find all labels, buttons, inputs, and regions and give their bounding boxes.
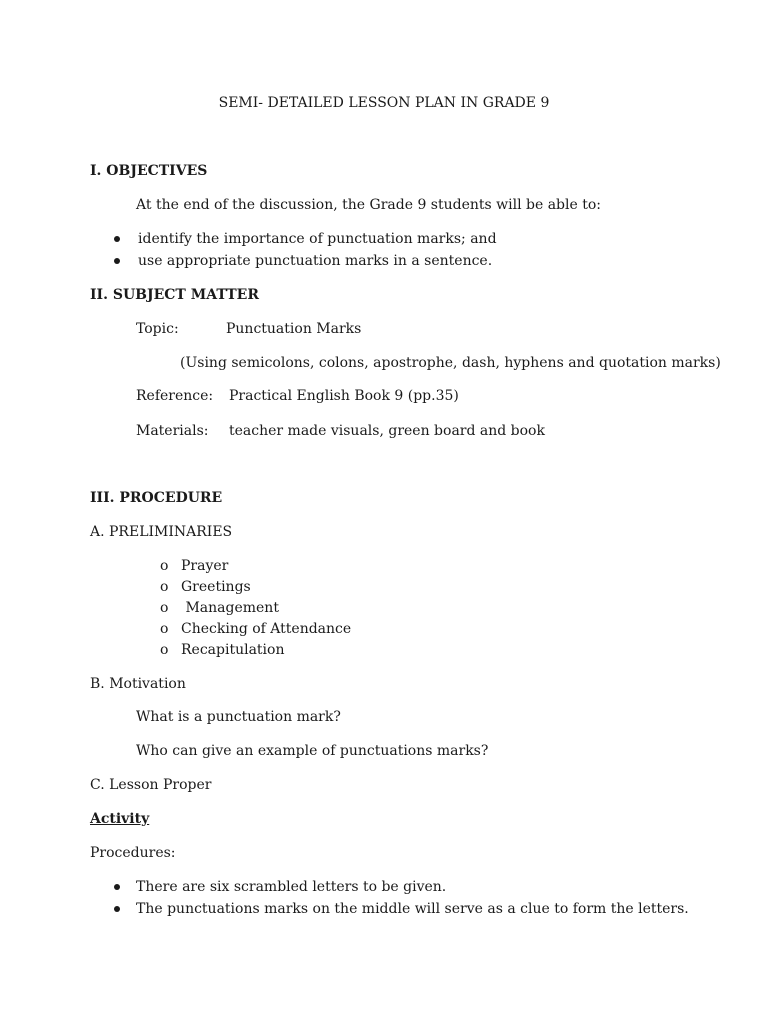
preliminary-item: Recapitulation [181, 642, 285, 658]
preliminary-item: Prayer [181, 558, 229, 574]
activity-heading: Activity [90, 811, 150, 827]
objectives-intro: At the end of the discussion, the Grade 9 students will be able to: [136, 197, 602, 213]
motivation-question: Who can give an example of punctuations marks? [136, 743, 489, 759]
procedures-label: Procedures: [90, 845, 176, 861]
bullet-icon [114, 884, 120, 890]
topic-note: (Using semicolons, colons, apostrophe, dash, hyphens and quotation marks) [180, 355, 721, 371]
bullet-icon [114, 236, 120, 242]
circle-bullet-icon: o [160, 621, 169, 637]
reference-label: Reference: [136, 388, 214, 404]
page-title: SEMI- DETAILED LESSON PLAN IN GRADE 9 [218, 95, 550, 111]
procedure-heading: III. PROCEDURE [90, 490, 223, 506]
subject-matter-heading: II. SUBJECT MATTER [90, 287, 259, 303]
lesson-proper-heading: C. Lesson Proper [90, 777, 212, 793]
objective-item: use appropriate punctuation marks in a sentence. [138, 253, 493, 269]
preliminary-item: Checking of Attendance [181, 621, 352, 637]
motivation-question: What is a punctuation mark? [136, 709, 341, 725]
circle-bullet-icon: o [160, 642, 169, 658]
preliminary-item: Management [181, 600, 279, 616]
objective-item: identify the importance of punctuation marks; and [138, 231, 497, 247]
motivation-heading: B. Motivation [90, 676, 186, 692]
materials-value: teacher made visuals, green board and book [229, 423, 545, 439]
circle-bullet-icon: o [160, 579, 169, 595]
objectives-heading: I. OBJECTIVES [90, 163, 208, 179]
circle-bullet-icon: o [160, 558, 169, 574]
topic-value: Punctuation Marks [226, 321, 362, 337]
procedure-item: The punctuations marks on the middle will serve as a clue to form the letters. [136, 901, 689, 917]
bullet-icon [114, 258, 120, 264]
procedure-item: There are six scrambled letters to be given. [136, 879, 447, 895]
preliminaries-heading: A. PRELIMINARIES [90, 524, 233, 540]
reference-value: Practical English Book 9 (pp.35) [229, 388, 459, 404]
topic-label: Topic: [136, 321, 179, 337]
bullet-icon [114, 906, 120, 912]
circle-bullet-icon: o [160, 600, 169, 616]
preliminary-item: Greetings [181, 579, 251, 595]
materials-label: Materials: [136, 423, 209, 439]
